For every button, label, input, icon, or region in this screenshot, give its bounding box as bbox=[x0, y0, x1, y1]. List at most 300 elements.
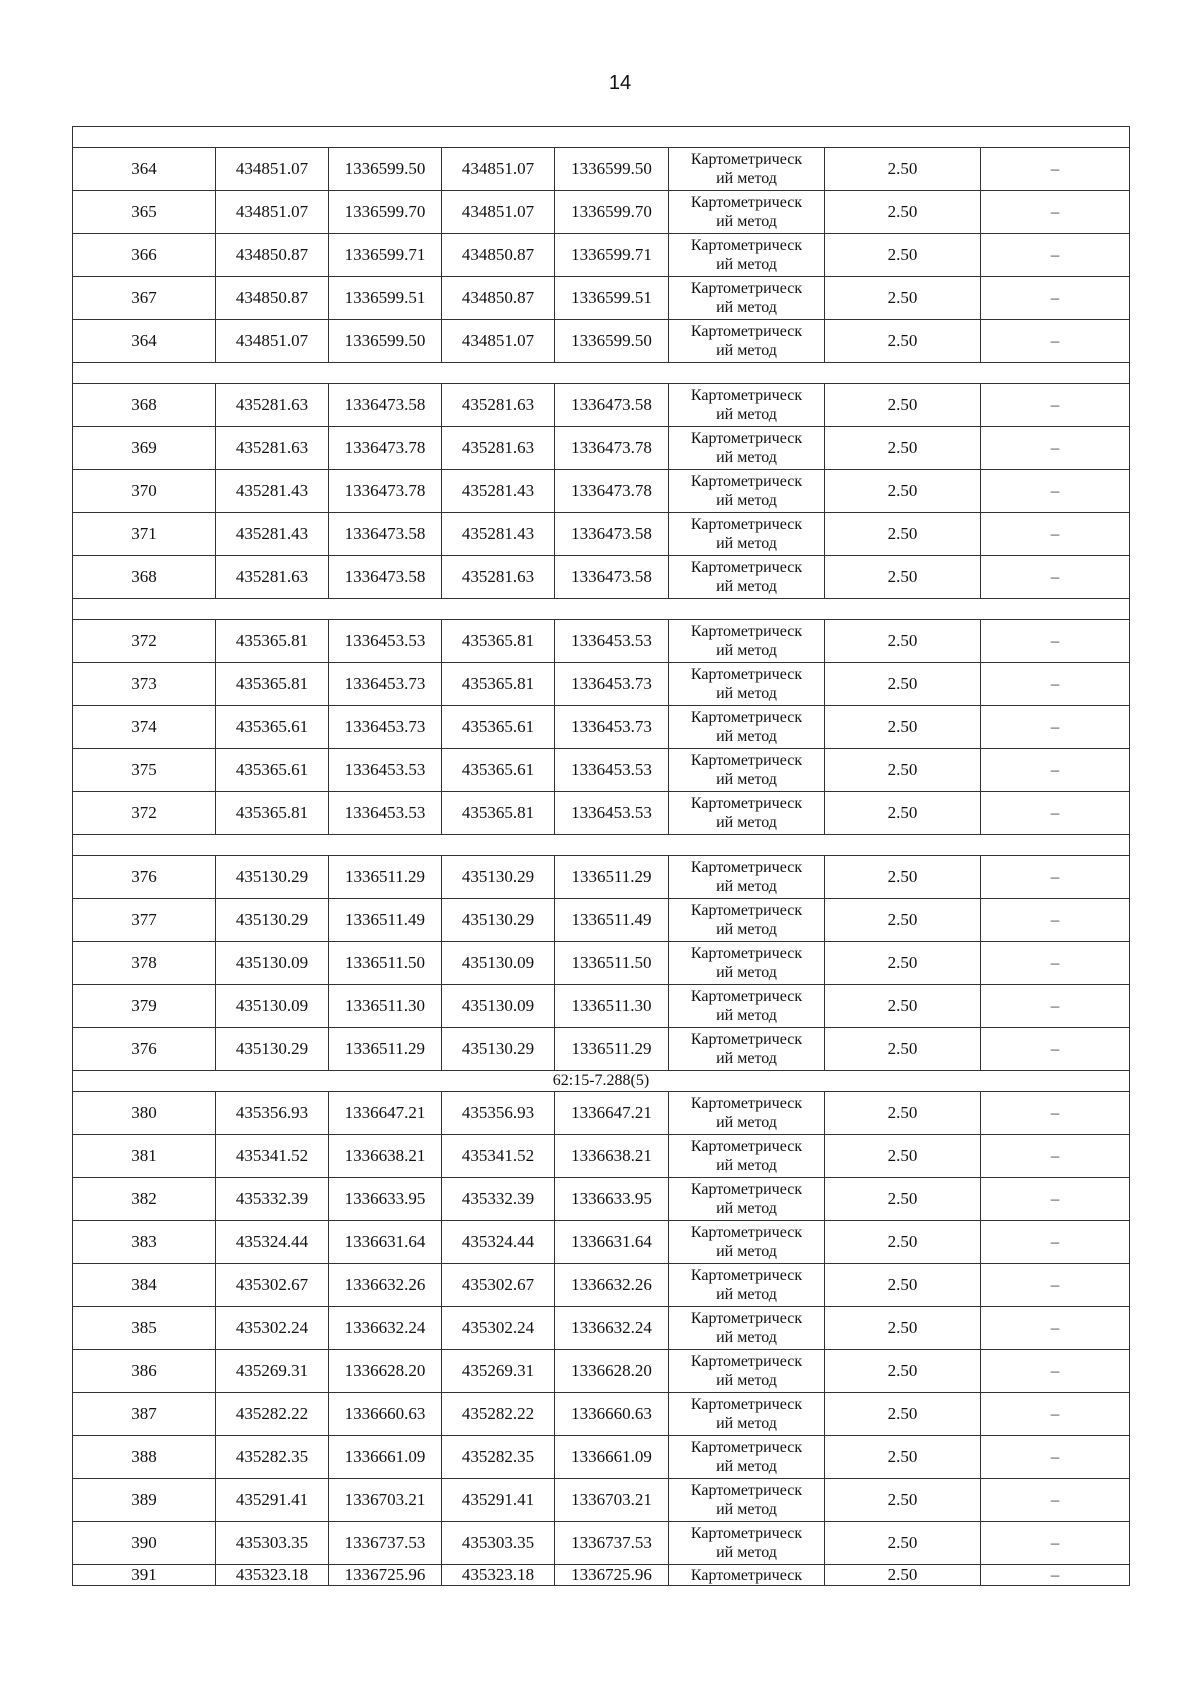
note-cell: – bbox=[981, 513, 1130, 556]
x-new-cell: 435365.81 bbox=[442, 620, 555, 663]
x-new-cell: 434850.87 bbox=[442, 234, 555, 277]
method-text-line2: ий метод bbox=[716, 1372, 777, 1389]
point-number-cell: 369 bbox=[73, 427, 216, 470]
y-old-cell: 1336473.78 bbox=[329, 470, 442, 513]
y-old-cell: 1336628.20 bbox=[329, 1350, 442, 1393]
accuracy-cell: 2.50 bbox=[825, 942, 981, 985]
y-new-cell: 1336473.58 bbox=[555, 513, 669, 556]
accuracy-cell: 2.50 bbox=[825, 1135, 981, 1178]
table-row bbox=[73, 1350, 1130, 1393]
x-old-cell: 435365.61 bbox=[216, 706, 329, 749]
accuracy-cell: 2.50 bbox=[825, 384, 981, 427]
accuracy-cell: 2.50 bbox=[825, 792, 981, 835]
accuracy-cell: 2.50 bbox=[825, 148, 981, 191]
method-cell bbox=[669, 1028, 825, 1071]
table-row bbox=[73, 749, 1130, 792]
y-new-cell: 1336453.73 bbox=[555, 663, 669, 706]
note-cell: – bbox=[981, 1393, 1130, 1436]
method-text-line2: ий метод bbox=[716, 964, 777, 981]
method-text-line1: Картометрическ bbox=[690, 430, 803, 447]
table-row bbox=[73, 1479, 1130, 1522]
method-text-line2: ий метод bbox=[716, 1114, 777, 1131]
y-new-cell: 1336453.73 bbox=[555, 706, 669, 749]
point-number-cell: 367 bbox=[73, 277, 216, 320]
y-old-cell: 1336473.58 bbox=[329, 513, 442, 556]
x-old-cell: 435302.67 bbox=[216, 1264, 329, 1307]
accuracy-cell: 2.50 bbox=[825, 470, 981, 513]
y-old-cell: 1336453.73 bbox=[329, 706, 442, 749]
note-cell: – bbox=[981, 1178, 1130, 1221]
x-old-cell: 435282.22 bbox=[216, 1393, 329, 1436]
point-number-cell: 368 bbox=[73, 556, 216, 599]
method-text-line1: Картометрическ bbox=[690, 151, 803, 168]
accuracy-cell: 2.50 bbox=[825, 706, 981, 749]
accuracy-cell: 2.50 bbox=[825, 1092, 981, 1135]
point-number-cell: 389 bbox=[73, 1479, 216, 1522]
table-row bbox=[73, 148, 1130, 191]
point-number-cell: 391 bbox=[73, 1565, 216, 1586]
table-row bbox=[73, 1307, 1130, 1350]
table-row bbox=[73, 513, 1130, 556]
table-row bbox=[73, 470, 1130, 513]
y-new-cell: 1336511.50 bbox=[555, 942, 669, 985]
point-number-cell: 377 bbox=[73, 899, 216, 942]
table-row bbox=[73, 1028, 1130, 1071]
note-cell: – bbox=[981, 556, 1130, 599]
x-old-cell: 435281.43 bbox=[216, 513, 329, 556]
y-new-cell: 1336453.53 bbox=[555, 792, 669, 835]
method-text-line2: ий метод bbox=[716, 170, 777, 187]
y-new-cell: 1336473.78 bbox=[555, 470, 669, 513]
accuracy-cell: 2.50 bbox=[825, 1393, 981, 1436]
y-old-cell: 1336632.26 bbox=[329, 1264, 442, 1307]
method-text-line1: Картометрическ bbox=[690, 666, 803, 683]
x-old-cell: 435130.09 bbox=[216, 985, 329, 1028]
method-text-line1: Картометрическ bbox=[690, 795, 803, 812]
x-new-cell: 435130.09 bbox=[442, 985, 555, 1028]
table-row bbox=[73, 1221, 1130, 1264]
point-number-cell: 364 bbox=[73, 320, 216, 363]
method-text-line1: Картометрическ bbox=[690, 623, 803, 640]
x-old-cell: 435323.18 bbox=[216, 1565, 329, 1586]
table-row bbox=[73, 277, 1130, 320]
point-number-cell: 373 bbox=[73, 663, 216, 706]
table-row bbox=[73, 427, 1130, 470]
method-text-line1: Картометрическ bbox=[690, 1138, 803, 1155]
group-label bbox=[73, 835, 1130, 856]
y-old-cell: 1336511.29 bbox=[329, 856, 442, 899]
y-new-cell: 1336632.26 bbox=[555, 1264, 669, 1307]
x-old-cell: 434850.87 bbox=[216, 277, 329, 320]
x-old-cell: 435291.41 bbox=[216, 1479, 329, 1522]
x-old-cell: 435302.24 bbox=[216, 1307, 329, 1350]
accuracy-cell: 2.50 bbox=[825, 234, 981, 277]
method-cell bbox=[669, 148, 825, 191]
table-row bbox=[73, 706, 1130, 749]
y-old-cell: 1336473.78 bbox=[329, 427, 442, 470]
x-old-cell: 435130.29 bbox=[216, 1028, 329, 1071]
method-text-line2: ий метод bbox=[716, 685, 777, 702]
y-old-cell: 1336599.50 bbox=[329, 320, 442, 363]
group-label bbox=[73, 599, 1130, 620]
point-number-cell: 375 bbox=[73, 749, 216, 792]
method-text-line2: ий метод bbox=[716, 728, 777, 745]
y-new-cell: 1336599.71 bbox=[555, 234, 669, 277]
accuracy-cell: 2.50 bbox=[825, 1028, 981, 1071]
accuracy-cell: 2.50 bbox=[825, 427, 981, 470]
y-old-cell: 1336703.21 bbox=[329, 1479, 442, 1522]
method-text-line1: Картометрическ bbox=[690, 709, 803, 726]
y-new-cell: 1336647.21 bbox=[555, 1092, 669, 1135]
x-old-cell: 435365.81 bbox=[216, 792, 329, 835]
y-old-cell: 1336453.53 bbox=[329, 749, 442, 792]
method-text-line2: ий метод bbox=[716, 1544, 777, 1561]
method-text-line2: ий метод bbox=[716, 1329, 777, 1346]
note-cell: – bbox=[981, 663, 1130, 706]
point-number-cell: 378 bbox=[73, 942, 216, 985]
group-label: 62:15-7.288(5) bbox=[73, 1071, 1130, 1092]
note-cell: – bbox=[981, 620, 1130, 663]
accuracy-cell: 2.50 bbox=[825, 556, 981, 599]
method-cell bbox=[669, 985, 825, 1028]
accuracy-cell: 2.50 bbox=[825, 1350, 981, 1393]
method-cell bbox=[669, 513, 825, 556]
table-row bbox=[73, 320, 1130, 363]
method-text-line1: Картометрическ bbox=[690, 194, 803, 211]
note-cell: – bbox=[981, 148, 1130, 191]
method-text-line2: ий метод bbox=[716, 771, 777, 788]
point-number-cell: 370 bbox=[73, 470, 216, 513]
method-text-line1: Картометрическ bbox=[690, 1181, 803, 1198]
y-old-cell: 1336511.30 bbox=[329, 985, 442, 1028]
note-cell: – bbox=[981, 1028, 1130, 1071]
accuracy-cell: 2.50 bbox=[825, 620, 981, 663]
point-number-cell: 376 bbox=[73, 1028, 216, 1071]
note-cell: – bbox=[981, 706, 1130, 749]
method-text-line1: Картометрическ bbox=[690, 1310, 803, 1327]
y-new-cell: 1336660.63 bbox=[555, 1393, 669, 1436]
table-row bbox=[73, 1522, 1130, 1565]
y-old-cell: 1336473.58 bbox=[329, 556, 442, 599]
point-number-cell: 372 bbox=[73, 620, 216, 663]
y-new-cell: 1336511.29 bbox=[555, 1028, 669, 1071]
note-cell: – bbox=[981, 191, 1130, 234]
point-number-cell: 381 bbox=[73, 1135, 216, 1178]
y-old-cell: 1336599.70 bbox=[329, 191, 442, 234]
y-old-cell: 1336737.53 bbox=[329, 1522, 442, 1565]
method-text-line2: ий метод bbox=[716, 492, 777, 509]
coordinates-table bbox=[72, 126, 1130, 1586]
y-old-cell: 1336511.29 bbox=[329, 1028, 442, 1071]
table-row bbox=[73, 384, 1130, 427]
method-text-line1: Картометрическ bbox=[690, 945, 803, 962]
y-new-cell: 1336511.30 bbox=[555, 985, 669, 1028]
table-row bbox=[73, 663, 1130, 706]
x-new-cell: 435324.44 bbox=[442, 1221, 555, 1264]
accuracy-cell: 2.50 bbox=[825, 277, 981, 320]
note-cell: – bbox=[981, 1565, 1130, 1586]
point-number-cell: 380 bbox=[73, 1092, 216, 1135]
table-top-row bbox=[73, 127, 1130, 148]
method-text-line1: Картометрическ bbox=[690, 1525, 803, 1542]
x-old-cell: 435130.29 bbox=[216, 899, 329, 942]
method-text-line2: ий метод bbox=[716, 1200, 777, 1217]
method-text-line2: ий метод bbox=[716, 299, 777, 316]
method-cell bbox=[669, 1178, 825, 1221]
note-cell: – bbox=[981, 234, 1130, 277]
point-number-cell: 368 bbox=[73, 384, 216, 427]
y-new-cell: 1336703.21 bbox=[555, 1479, 669, 1522]
group-separator-row bbox=[73, 363, 1130, 384]
method-text-line2: ий метод bbox=[716, 535, 777, 552]
method-cell bbox=[669, 1436, 825, 1479]
x-new-cell: 435365.61 bbox=[442, 706, 555, 749]
accuracy-cell: 2.50 bbox=[825, 1522, 981, 1565]
table-row bbox=[73, 792, 1130, 835]
x-new-cell: 435130.29 bbox=[442, 899, 555, 942]
y-new-cell: 1336453.53 bbox=[555, 620, 669, 663]
y-new-cell: 1336599.70 bbox=[555, 191, 669, 234]
note-cell: – bbox=[981, 1135, 1130, 1178]
method-text-line1: Картометрическ bbox=[690, 516, 803, 533]
note-cell: – bbox=[981, 899, 1130, 942]
note-cell: – bbox=[981, 1092, 1130, 1135]
y-old-cell: 1336631.64 bbox=[329, 1221, 442, 1264]
x-new-cell: 435281.43 bbox=[442, 470, 555, 513]
x-old-cell: 435332.39 bbox=[216, 1178, 329, 1221]
note-cell: – bbox=[981, 1436, 1130, 1479]
group-label bbox=[73, 363, 1130, 384]
method-text-line2: ий метод bbox=[716, 449, 777, 466]
y-new-cell: 1336638.21 bbox=[555, 1135, 669, 1178]
method-cell bbox=[669, 556, 825, 599]
point-number-cell: 384 bbox=[73, 1264, 216, 1307]
y-new-cell: 1336599.50 bbox=[555, 148, 669, 191]
method-text-line1: Картометрическ bbox=[690, 237, 803, 254]
y-old-cell: 1336647.21 bbox=[329, 1092, 442, 1135]
y-old-cell: 1336638.21 bbox=[329, 1135, 442, 1178]
accuracy-cell: 2.50 bbox=[825, 1565, 981, 1586]
accuracy-cell: 2.50 bbox=[825, 856, 981, 899]
x-new-cell: 435332.39 bbox=[442, 1178, 555, 1221]
note-cell: – bbox=[981, 749, 1130, 792]
x-old-cell: 435281.63 bbox=[216, 427, 329, 470]
x-old-cell: 435130.09 bbox=[216, 942, 329, 985]
method-cell bbox=[669, 1522, 825, 1565]
method-text-line2: ий метод bbox=[716, 1007, 777, 1024]
y-new-cell: 1336737.53 bbox=[555, 1522, 669, 1565]
method-text-line1: Картометрическ bbox=[690, 1482, 803, 1499]
note-cell: – bbox=[981, 277, 1130, 320]
method-cell bbox=[669, 1479, 825, 1522]
table-row bbox=[73, 191, 1130, 234]
x-old-cell: 435341.52 bbox=[216, 1135, 329, 1178]
method-text-line2: ий метод bbox=[716, 1415, 777, 1432]
table-row bbox=[73, 942, 1130, 985]
y-old-cell: 1336453.53 bbox=[329, 620, 442, 663]
method-text-line2: ий метод bbox=[716, 1501, 777, 1518]
method-cell bbox=[669, 1565, 825, 1586]
accuracy-cell: 2.50 bbox=[825, 1264, 981, 1307]
method-text-line1: Картометрическ bbox=[690, 1267, 803, 1284]
group-separator-row bbox=[73, 599, 1130, 620]
accuracy-cell: 2.50 bbox=[825, 191, 981, 234]
method-text-line1: Картометрическ bbox=[690, 752, 803, 769]
note-cell: – bbox=[981, 856, 1130, 899]
y-new-cell: 1336725.96 bbox=[555, 1565, 669, 1586]
method-cell bbox=[669, 427, 825, 470]
y-old-cell: 1336599.51 bbox=[329, 277, 442, 320]
group-separator-row bbox=[73, 835, 1130, 856]
y-new-cell: 1336599.51 bbox=[555, 277, 669, 320]
method-text-line1: Картометрическ bbox=[690, 988, 803, 1005]
y-new-cell: 1336473.58 bbox=[555, 384, 669, 427]
note-cell: – bbox=[981, 384, 1130, 427]
x-new-cell: 435130.29 bbox=[442, 1028, 555, 1071]
method-text-line2: ий метод bbox=[716, 814, 777, 831]
method-text-line1: Картометрическ bbox=[690, 473, 803, 490]
accuracy-cell: 2.50 bbox=[825, 1221, 981, 1264]
point-number-cell: 372 bbox=[73, 792, 216, 835]
method-text-line1: Картометрическ bbox=[690, 1353, 803, 1370]
x-new-cell: 435323.18 bbox=[442, 1565, 555, 1586]
y-new-cell: 1336511.49 bbox=[555, 899, 669, 942]
accuracy-cell: 2.50 bbox=[825, 1479, 981, 1522]
x-old-cell: 435130.29 bbox=[216, 856, 329, 899]
x-old-cell: 434851.07 bbox=[216, 191, 329, 234]
x-old-cell: 435324.44 bbox=[216, 1221, 329, 1264]
x-old-cell: 435281.63 bbox=[216, 384, 329, 427]
note-cell: – bbox=[981, 320, 1130, 363]
accuracy-cell: 2.50 bbox=[825, 899, 981, 942]
x-new-cell: 435303.35 bbox=[442, 1522, 555, 1565]
method-cell bbox=[669, 1393, 825, 1436]
note-cell: – bbox=[981, 427, 1130, 470]
note-cell: – bbox=[981, 1350, 1130, 1393]
x-new-cell: 435281.43 bbox=[442, 513, 555, 556]
y-old-cell: 1336453.53 bbox=[329, 792, 442, 835]
y-old-cell: 1336511.50 bbox=[329, 942, 442, 985]
method-text-line2: ий метод bbox=[716, 578, 777, 595]
method-text-line1: Картометрическ bbox=[690, 280, 803, 297]
x-new-cell: 435291.41 bbox=[442, 1479, 555, 1522]
accuracy-cell: 2.50 bbox=[825, 1178, 981, 1221]
method-text-line1: Картометрическ bbox=[690, 902, 803, 919]
point-number-cell: 371 bbox=[73, 513, 216, 556]
x-new-cell: 434851.07 bbox=[442, 148, 555, 191]
accuracy-cell: 2.50 bbox=[825, 663, 981, 706]
method-text-line1: Картометрическ bbox=[690, 1396, 803, 1413]
x-new-cell: 435365.81 bbox=[442, 663, 555, 706]
x-old-cell: 435281.43 bbox=[216, 470, 329, 513]
y-new-cell: 1336473.58 bbox=[555, 556, 669, 599]
point-number-cell: 386 bbox=[73, 1350, 216, 1393]
x-new-cell: 435302.24 bbox=[442, 1307, 555, 1350]
method-cell bbox=[669, 320, 825, 363]
x-new-cell: 434851.07 bbox=[442, 191, 555, 234]
x-new-cell: 434851.07 bbox=[442, 320, 555, 363]
note-cell: – bbox=[981, 1307, 1130, 1350]
x-old-cell: 435281.63 bbox=[216, 556, 329, 599]
method-text-line2: ий метод bbox=[716, 1458, 777, 1475]
method-text-line2: ий метод bbox=[716, 921, 777, 938]
x-new-cell: 435302.67 bbox=[442, 1264, 555, 1307]
y-new-cell: 1336599.50 bbox=[555, 320, 669, 363]
table-row bbox=[73, 856, 1130, 899]
method-text-line2: ий метод bbox=[716, 878, 777, 895]
y-new-cell: 1336633.95 bbox=[555, 1178, 669, 1221]
table-row bbox=[73, 620, 1130, 663]
table-row bbox=[73, 985, 1130, 1028]
y-new-cell: 1336453.53 bbox=[555, 749, 669, 792]
y-old-cell: 1336660.63 bbox=[329, 1393, 442, 1436]
group-separator-row bbox=[73, 1071, 1130, 1092]
method-text-line1: Картометрическ bbox=[690, 859, 803, 876]
method-text-line1: Картометрическ bbox=[690, 323, 803, 340]
method-cell bbox=[669, 384, 825, 427]
method-cell bbox=[669, 1264, 825, 1307]
x-old-cell: 435303.35 bbox=[216, 1522, 329, 1565]
method-text-line2: ий метод bbox=[716, 1050, 777, 1067]
method-cell bbox=[669, 1092, 825, 1135]
method-cell bbox=[669, 706, 825, 749]
table-row bbox=[73, 234, 1130, 277]
y-old-cell: 1336473.58 bbox=[329, 384, 442, 427]
x-old-cell: 435356.93 bbox=[216, 1092, 329, 1135]
point-number-cell: 385 bbox=[73, 1307, 216, 1350]
method-text-line2: ий метод bbox=[716, 342, 777, 359]
x-new-cell: 435365.61 bbox=[442, 749, 555, 792]
method-cell bbox=[669, 942, 825, 985]
table-row bbox=[73, 1178, 1130, 1221]
method-cell bbox=[669, 620, 825, 663]
x-old-cell: 434851.07 bbox=[216, 320, 329, 363]
accuracy-cell: 2.50 bbox=[825, 985, 981, 1028]
y-new-cell: 1336661.09 bbox=[555, 1436, 669, 1479]
table-row bbox=[73, 1092, 1130, 1135]
note-cell: – bbox=[981, 1264, 1130, 1307]
note-cell: – bbox=[981, 470, 1130, 513]
accuracy-cell: 2.50 bbox=[825, 513, 981, 556]
method-cell bbox=[669, 792, 825, 835]
method-text-line1: Картометрическ bbox=[690, 559, 803, 576]
method-cell bbox=[669, 1135, 825, 1178]
x-new-cell: 435365.81 bbox=[442, 792, 555, 835]
y-old-cell: 1336633.95 bbox=[329, 1178, 442, 1221]
method-cell bbox=[669, 1350, 825, 1393]
method-cell bbox=[669, 191, 825, 234]
table-row bbox=[73, 556, 1130, 599]
method-cell bbox=[669, 899, 825, 942]
method-cell bbox=[669, 856, 825, 899]
method-text-line2: ий метод bbox=[716, 1243, 777, 1260]
y-old-cell: 1336599.50 bbox=[329, 148, 442, 191]
table-row bbox=[73, 899, 1130, 942]
y-new-cell: 1336511.29 bbox=[555, 856, 669, 899]
point-number-cell: 365 bbox=[73, 191, 216, 234]
x-new-cell: 435281.63 bbox=[442, 556, 555, 599]
method-text-line1: Картометрическ bbox=[690, 387, 803, 404]
x-new-cell: 435269.31 bbox=[442, 1350, 555, 1393]
method-text-line2: ий метод bbox=[716, 256, 777, 273]
method-text-line2: ий метод bbox=[716, 406, 777, 423]
point-number-cell: 366 bbox=[73, 234, 216, 277]
point-number-cell: 388 bbox=[73, 1436, 216, 1479]
note-cell: – bbox=[981, 792, 1130, 835]
y-new-cell: 1336632.24 bbox=[555, 1307, 669, 1350]
x-old-cell: 434850.87 bbox=[216, 234, 329, 277]
point-number-cell: 379 bbox=[73, 985, 216, 1028]
